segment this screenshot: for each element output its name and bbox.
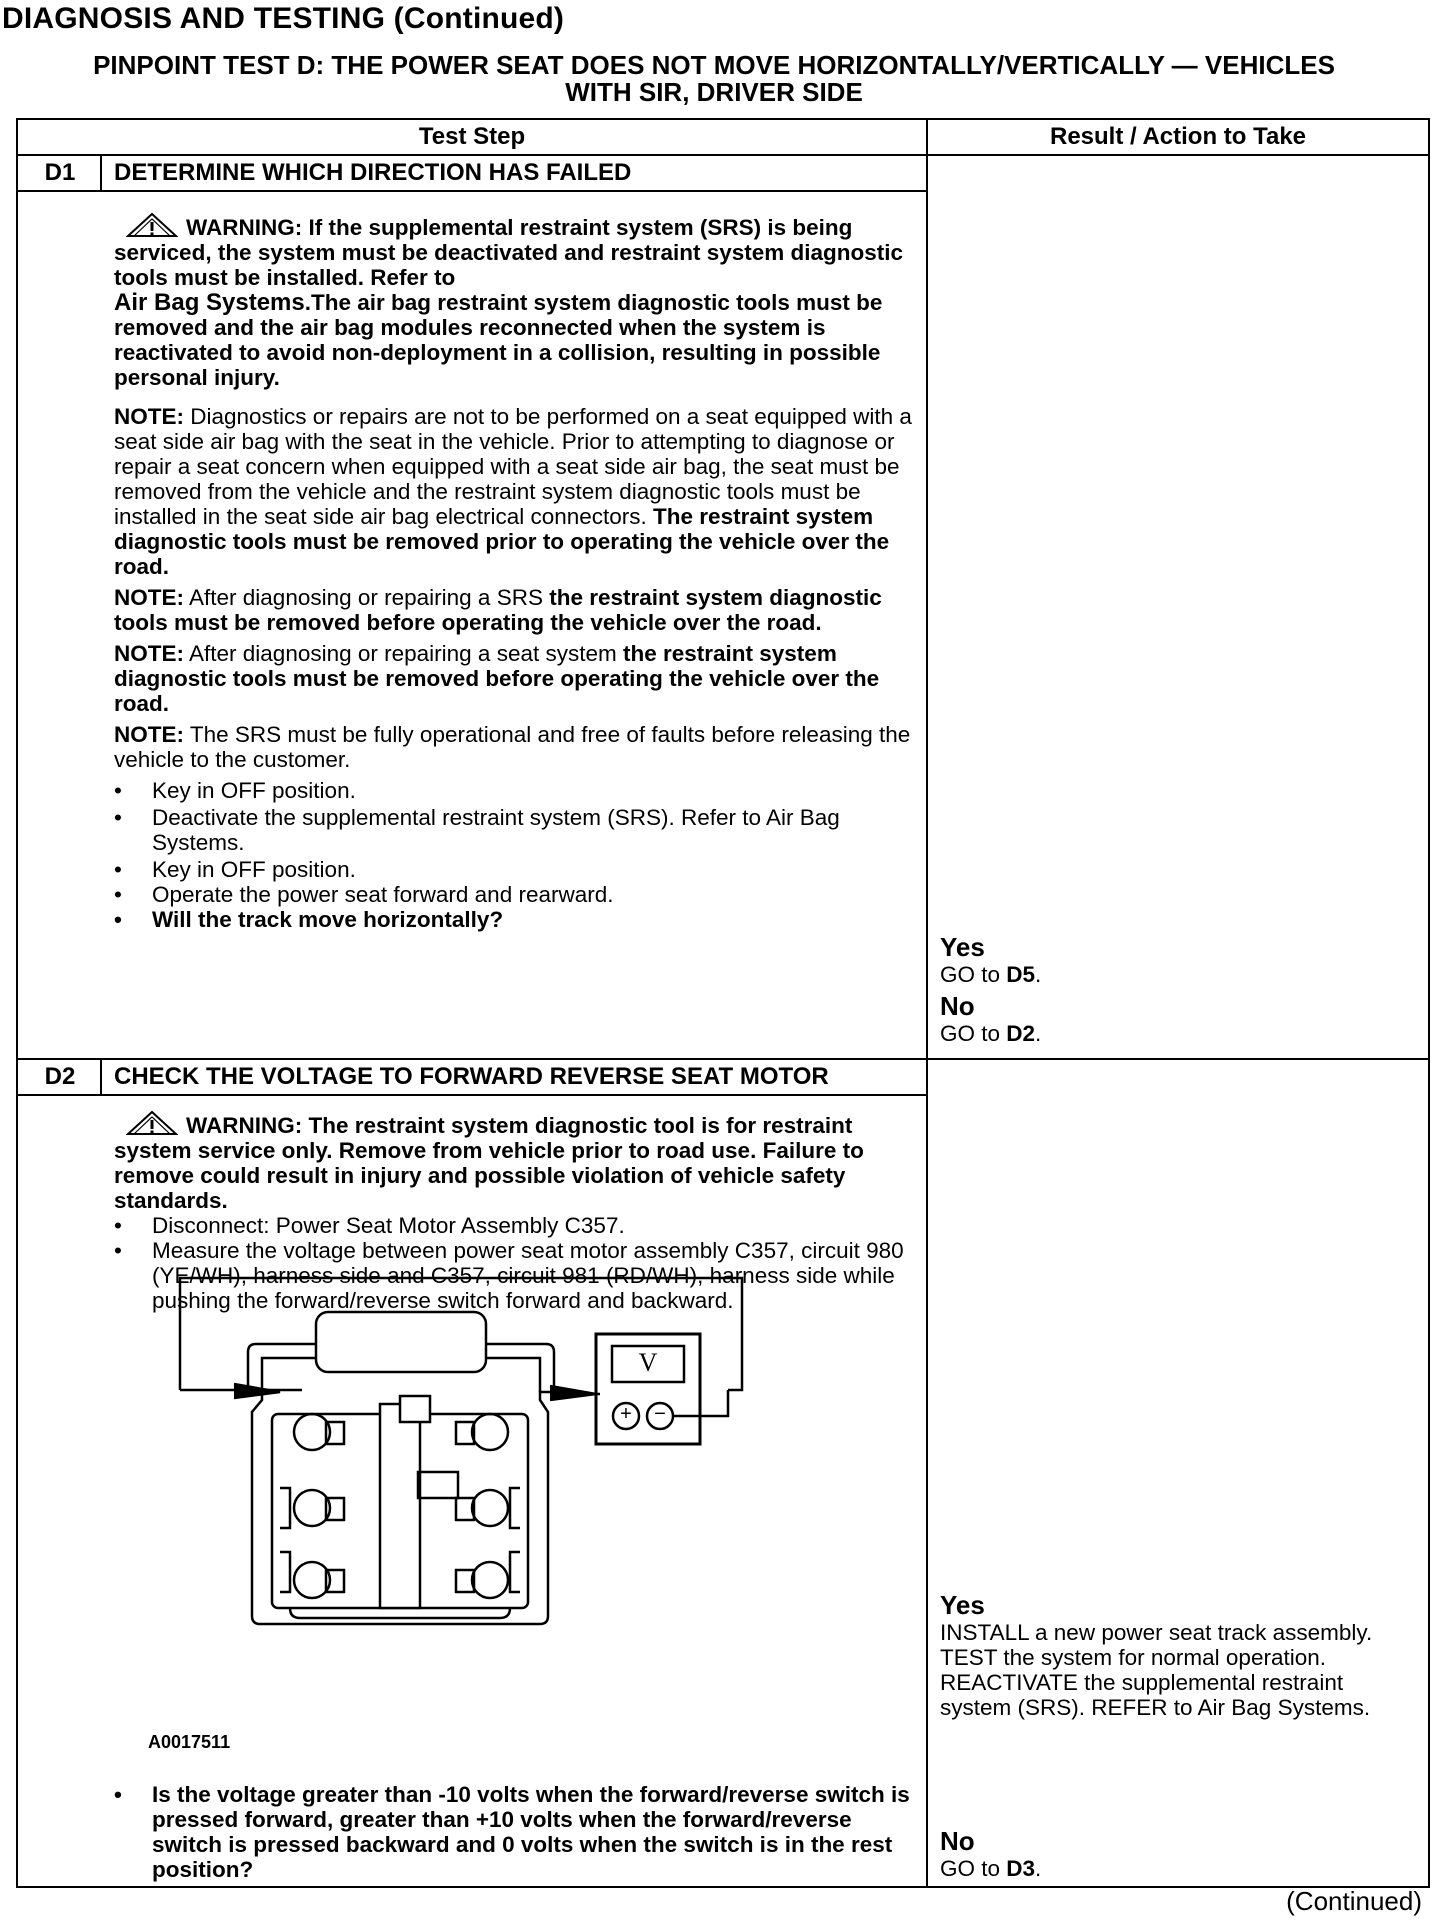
d1-result <box>940 932 1420 1046</box>
column-header-result: Result / Action to Take <box>1049 123 1307 150</box>
d2-result-yes <box>940 1590 1420 1720</box>
go-to-d2-link[interactable]: D2 <box>1006 1021 1036 1046</box>
d1-note-4: NOTE: The SRS must be fully operational and free of faults before releasing the vehicle to the customer. <box>114 722 911 772</box>
d2-no-action: GO to D3. <box>940 1856 1042 1881</box>
probe-tip-right <box>550 1386 596 1400</box>
go-to-d5-link[interactable]: D5 <box>1006 962 1036 987</box>
d1-content <box>114 212 914 932</box>
warning-triangle-icon <box>126 212 178 238</box>
column-header-test-step: Test Step <box>418 123 526 150</box>
list-item: • Key in OFF position. <box>114 857 914 882</box>
step-id-d1: D1 <box>44 159 76 186</box>
d1-yes-action: GO to D5. <box>940 962 1042 987</box>
d1-yes-label: Yes <box>940 932 985 962</box>
list-item: • Key in OFF position. <box>114 778 914 803</box>
d2-no-label: No <box>940 1826 975 1856</box>
d1-no-label: No <box>940 991 975 1021</box>
step-title-d1: DETERMINE WHICH DIRECTION HAS FAILED <box>114 159 632 186</box>
d1-note-3: NOTE: After diagnosing or repairing a seat system the restraint system diagnostic tools must be removed before operating the vehicle over the road. <box>114 641 880 716</box>
test-title-line1: PINPOINT TEST D: THE POWER SEAT DOES NOT MOVE HORIZONTALLY/VERTICALLY — VEHICLES <box>93 50 1335 80</box>
d1-warning-text-1: WARNING: If the supplemental restraint system (SRS) is being serviced, the system must be deactivated and restraint system diagnostic tools must be installed. Refer to <box>114 215 904 290</box>
voltmeter-minus-terminal: − <box>654 1403 666 1425</box>
list-item: • Disconnect: Power Seat Motor Assembly C357. <box>114 1213 914 1238</box>
list-item: • Measure the voltage between power seat motor assembly C357, circuit 980 (YE/WH), harness side and C357, circuit 981 (RD/WH), harness side while pushing the forward/reverse switch forward and backward. <box>114 1238 914 1313</box>
connector-c357 <box>248 1312 554 1624</box>
air-bag-systems-link[interactable]: Air Bag Systems <box>114 289 305 316</box>
list-item: • Will the track move horizontally? <box>114 907 914 932</box>
d1-warning <box>114 212 914 390</box>
continued-label: (Continued) <box>1286 1886 1422 1916</box>
d2-result-no <box>940 1826 1420 1881</box>
d2-yes-action: INSTALL a new power seat track assembly. TEST the system for normal operation. REACTIVATE the supplemental restraint system (SRS). REFER to Air Bag Systems. <box>940 1620 1373 1720</box>
probe-tip-left <box>234 1384 280 1398</box>
section-title: DIAGNOSIS AND TESTING (Continued) <box>2 2 565 35</box>
d2-yes-label: Yes <box>940 1590 985 1620</box>
list-item: • Deactivate the supplemental restraint system (SRS). Refer to Air Bag Systems. <box>114 805 914 855</box>
d1-warning-text-2: .The air bag restraint system diagnostic tools must be removed and the air bag modules reconnected when the system is reactivated to avoid non-deployment in a collision, resulting in possible personal injury. <box>114 290 883 390</box>
d2-question-block <box>114 1782 914 1882</box>
d2-question: • Is the voltage greater than -10 volts when the forward/reverse switch is pressed forward, greater than +10 volts when the forward/reverse switch is pressed backward and 0 volts when the switch is in the rest position? <box>114 1782 914 1882</box>
d2-warning-text: WARNING: The restraint system diagnostic tool is for restraint system service only. Remove from vehicle prior to road use. Failure to remove could result in injury and possible violation of vehicle safety standards. <box>114 1113 864 1213</box>
voltmeter-label: V <box>638 1348 658 1377</box>
d1-note-2: NOTE: After diagnosing or repairing a SRS the restraint system diagnostic tools must be removed before operating the vehicle over the road. <box>114 585 882 635</box>
d2-warning <box>114 1110 914 1213</box>
go-to-d3-link[interactable]: D3 <box>1006 1856 1036 1881</box>
d1-note-1: NOTE: Diagnostics or repairs are not to be performed on a seat equipped with a seat side air bag with the seat in the vehicle. Prior to attempting to diagnose or repair a seat concern when equipped with a seat side air bag, the seat must be removed from the vehicle and the restraint system diagnostic tools must be installed in the seat side air bag electrical connectors. The restraint system diagnostic tools must be removed prior to operating the vehicle over the road. <box>114 404 912 579</box>
pinpoint-test-title <box>14 52 1414 106</box>
d1-no-action: GO to D2. <box>940 1021 1042 1046</box>
list-item: • Operate the power seat forward and rearward. <box>114 882 914 907</box>
step-title-d2: CHECK THE VOLTAGE TO FORWARD REVERSE SEAT MOTOR <box>114 1063 829 1090</box>
figure-id: A0017511 <box>148 1732 231 1752</box>
warning-triangle-icon <box>126 1110 178 1136</box>
test-title-line2: WITH SIR, DRIVER SIDE <box>565 77 863 107</box>
step-id-d2: D2 <box>44 1063 76 1090</box>
d1-steps-list <box>114 778 914 932</box>
column-divider <box>926 120 928 1886</box>
connector-voltage-diagram <box>130 1272 760 1628</box>
voltmeter-plus-terminal: + <box>620 1403 632 1425</box>
